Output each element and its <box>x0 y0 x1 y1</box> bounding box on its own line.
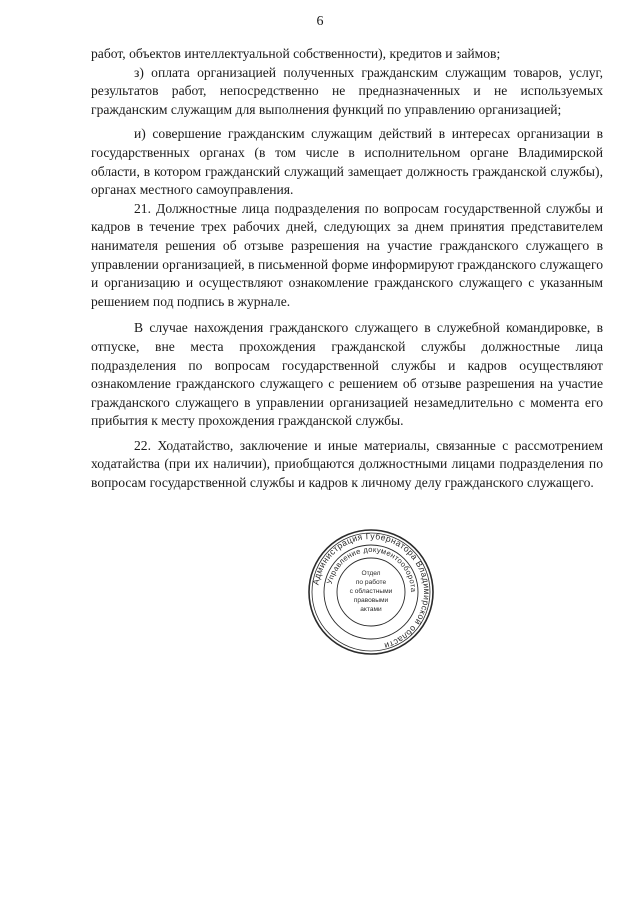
seal-center-line-3: с областными <box>349 588 393 595</box>
paragraph-clause-21: 21. Должностные лица подразделения по вопросам государственной службы и кадров в течение трех рабочих дней, следующих за днем принятия представителем нанимателя решения об отзыве разрешения на участие гражданского служащего в управлении организацией, в письменной форме информируют гражданского служащего и организацию и осуществляют ознакомление гражданского служащего с указанным решением под подпись в журнале. <box>91 200 603 309</box>
paragraph-item-i: и) совершение гражданским служащим действий в интересах организации в государственных органах (в том числе в исполнительном органе Владимирской области, в котором гражданский служащий замещает должность гражданской службы), органах местного самоуправления. <box>91 126 603 198</box>
paragraph-continuation: работ, объектов интеллектуальной собственности), кредитов и займов; <box>91 46 501 61</box>
seal-center-line-2: по работе <box>355 579 387 586</box>
paragraph-clause-22: 22. Ходатайство, заключение и иные материалы, связанные с рассмотрением ходатайства (при их наличии), приобщаются должностными лицами подразделения по вопросам государственной службы и кадров к личному делу гражданского служащего. <box>91 437 603 491</box>
paragraph-business-trip: В случае нахождения гражданского служащего в служебной командировке, в отпуске, вне места прохождения гражданской службы должностные лица подразделения по вопросам государственной службы и кадров осуществляют ознакомление гражданского служащего с решением об отзыве разрешения на участие гражданского служащего в управлении организацией незамедлительно с момента его прибытия к месту прохождения гражданской службы. <box>91 320 603 429</box>
seal-center-line-5: актами <box>360 606 382 613</box>
seal-center-line-4: правовыми <box>353 597 389 604</box>
seal-inner-text: Управление документооборота <box>324 544 419 593</box>
page-number: 6 <box>316 14 324 29</box>
seal-outer-text: Администрация Губернатора Владимирской области <box>310 530 433 652</box>
official-seal-stamp <box>306 527 436 657</box>
document-body <box>91 45 603 493</box>
seal-center-line-1: Отдел <box>361 570 381 577</box>
paragraph-item-z: з) оплата организацией полученных гражданским служащим товаров, услуг, результатов работ, непосредственно не предназначенных и не используемых гражданским служащим для выполнения функций по управлению организацией; <box>91 64 603 117</box>
